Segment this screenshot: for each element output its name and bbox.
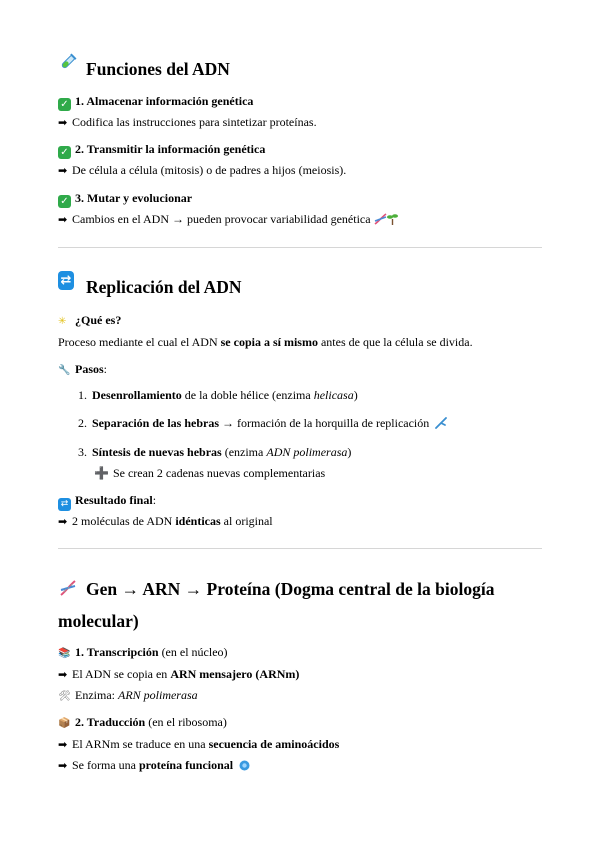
step-bold: Síntesis de nuevas hebras [92,445,222,459]
inline-arrow: → [222,416,235,430]
traduccion-text: El ARNm se traduce en una [72,737,209,751]
check-icon: ✓ [58,146,71,159]
resultado-colon: : [152,493,157,507]
item-text: Codifica las instrucciones para sintetizar proteínas. [72,115,317,129]
seedling-icon [387,211,398,232]
step-text-end: ) [353,388,358,402]
traduccion-title: 2. Traducción [75,715,146,729]
funciones-item-1 [58,91,542,133]
item-title: 2. Transmitir la información genética [75,142,266,156]
heading-dogma [58,573,542,605]
step-bold: Desenrollamiento [92,388,182,402]
divider [58,548,542,549]
page-title: Funciones del ADN [86,59,230,79]
step-text: de la doble hélice (enzima [181,388,314,402]
item-text-b: pueden provocar variabilidad genética [187,212,371,226]
funciones-item-2 [58,139,542,181]
proteina-text: Se forma una [72,758,139,772]
enzima-label: Enzima: [75,688,118,702]
section-dogma [58,573,542,637]
proteina-bold: proteína funcional [138,758,234,772]
arrow-right-icon: ➡ [58,515,68,528]
section-title-line-1: Gen → ARN → Proteína (Dogma central de la biología [86,579,495,599]
item-text-a: Cambios en el ADN [72,212,169,226]
item-title: 3. Mutar y evolucionar [75,191,193,205]
resultado [58,490,542,532]
books-icon: 📚 [58,648,71,659]
transcripcion-location: (en el núcleo) [158,645,228,659]
protein-icon [239,757,250,778]
sparkle-icon: ✳ [58,316,67,327]
resultado-label: Resultado final [75,493,153,507]
step-3 [58,442,542,484]
step-text-end: ) [347,445,352,459]
traduccion [58,712,542,778]
resultado-text-end: al original [220,514,273,528]
resultado-bold: idénticas [175,514,221,528]
transcripcion-title: 1. Transcripción [75,645,159,659]
sub-item-text: Se crean 2 cadenas nuevas complementarias [112,466,326,480]
divider [58,247,542,248]
pasos-colon: : [103,362,108,376]
step-italic: helicasa [313,388,354,402]
step-bold: Separación de las hebras [92,416,220,430]
wrench-icon: 🔧 [58,365,71,376]
transcripcion [58,642,542,707]
step-text: formación de la horquilla de replicación [234,416,430,430]
pasos-label: Pasos [75,362,104,376]
check-icon: ✓ [58,195,71,208]
repeat-icon: ⇄ [58,498,71,511]
step-text: (enzima [221,445,267,459]
item-title: 1. Almacenar información genética [75,94,254,108]
section-title-line-2: molecular) [58,611,139,631]
heading-dogma-cont [58,605,542,637]
dna-icon [374,211,387,232]
definition-text-end: antes de que la célula se divida. [317,335,473,349]
arrow-right-icon: ➡ [58,213,68,226]
resultado-text: 2 moléculas de ADN [72,514,176,528]
arrow-right-icon: ➡ [58,164,68,177]
step-number: 3. [78,445,87,459]
arrow-right-icon: ➡ [58,738,68,751]
section-title: Replicación del ADN [86,277,242,297]
step-number: 2. [78,416,87,430]
arrow-right-icon: ➡ [58,668,68,681]
heading-replicacion [58,271,542,303]
step-number: 1. [78,388,87,402]
tools-icon: 🛠 [58,691,71,702]
item-text: De célula a célula (mitosis) o de padres a hijos (meiosis). [72,163,347,177]
plus-icon: ➕ [94,466,109,480]
traduccion-bold: secuencia de aminoácidos [208,737,340,751]
inline-arrow: → [172,212,184,226]
transcripcion-bold: ARN mensajero (ARNm) [170,667,300,681]
step-1 [58,385,542,406]
step-2 [58,413,542,436]
replicacion-body [58,310,542,381]
traduccion-location: (en el ribosoma) [145,715,227,729]
section-funciones [58,53,542,85]
step-italic: ADN polimerasa [266,445,348,459]
dna-icon [58,573,78,597]
repeat-icon: ⇄ [58,271,74,290]
funciones-item-3 [58,188,542,232]
arrow-right-icon: ➡ [58,759,68,772]
check-icon: ✓ [58,98,71,111]
section-replicacion [58,271,542,303]
transcripcion-text: El ADN se copia en [72,667,171,681]
definition-bold: se copia a sí mismo [220,335,318,349]
test-tube-icon [58,53,78,71]
package-icon: 📦 [58,718,71,729]
fork-icon [435,415,447,436]
definition-text: Proceso mediante el cual el ADN [58,335,221,349]
arrow-right-icon: ➡ [58,116,68,129]
heading-funciones [58,53,542,85]
que-es-label: ¿Qué es? [75,313,122,327]
enzima-name: ARN polimerasa [117,688,198,702]
